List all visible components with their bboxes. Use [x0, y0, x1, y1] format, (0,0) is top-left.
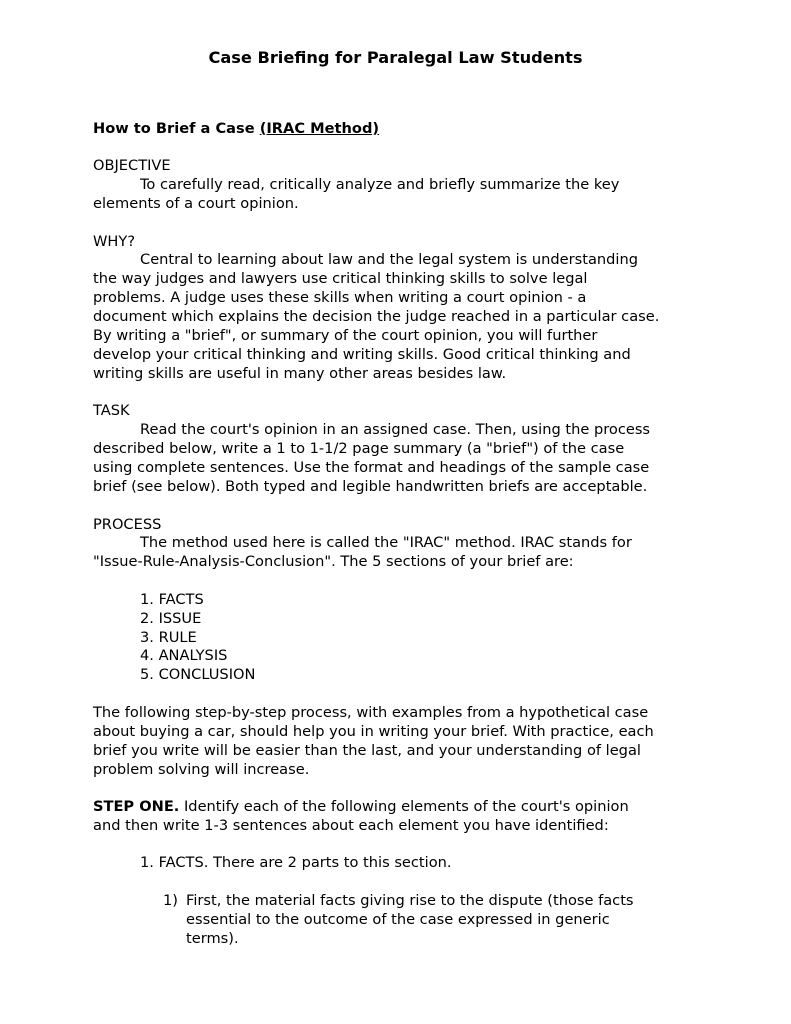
brief-section-item: 4. ANALYSIS [140, 647, 228, 664]
following-line: about buying a car, should help you in writing your brief. With practice, each [93, 723, 654, 740]
following-line: brief you write will be easier than the last, and your understanding of legal [93, 742, 641, 759]
why-line: Central to learning about law and the legal system is understanding [140, 251, 638, 268]
why-heading: WHY? [93, 233, 136, 250]
brief-section-item: 5. CONCLUSION [140, 666, 256, 683]
step-one-text: Identify each of the following elements of the court's opinion [179, 798, 629, 815]
step-one-line [93, 797, 629, 816]
why-line: writing skills are useful in many other areas besides law. [93, 365, 507, 382]
task-line: described below, write a 1 to 1-1/2 page summary (a "brief") of the case [93, 440, 625, 457]
why-line: the way judges and lawyers use critical thinking skills to solve legal [93, 270, 588, 287]
objective-line: To carefully read, critically analyze and briefly summarize the key [140, 176, 620, 193]
sub-item-line: First, the material facts giving rise to the dispute (those facts [186, 892, 634, 909]
sub-item-line: essential to the outcome of the case expressed in generic [186, 911, 610, 928]
brief-section-item: 2. ISSUE [140, 610, 202, 627]
process-heading: PROCESS [93, 516, 162, 533]
sub-item-line: terms). [186, 930, 239, 947]
brief-section-item: 1. FACTS [140, 591, 204, 608]
process-line: The method used here is called the "IRAC" method. IRAC stands for [140, 534, 632, 551]
task-line: Read the court's opinion in an assigned case. Then, using the process [140, 421, 651, 438]
how-to-heading [93, 119, 379, 138]
why-line: problems. A judge uses these skills when writing a court opinion - a [93, 289, 587, 306]
irac-method-label: (IRAC Method) [259, 120, 380, 137]
how-to-prefix: How to Brief a Case [93, 120, 260, 137]
step-one-line: and then write 1-3 sentences about each element you have identified: [93, 817, 609, 834]
task-line: using complete sentences. Use the format and headings of the sample case [93, 459, 650, 476]
following-line: problem solving will increase. [93, 761, 310, 778]
task-line: brief (see below). Both typed and legible handwritten briefs are acceptable. [93, 478, 648, 495]
objective-line: elements of a court opinion. [93, 195, 299, 212]
following-line: The following step-by-step process, with examples from a hypothetical case [93, 704, 649, 721]
document-title: Case Briefing for Paralegal Law Students [208, 48, 583, 67]
task-heading: TASK [93, 402, 130, 419]
sub-item-marker: 1) [163, 892, 178, 909]
step-one-label: STEP ONE. [93, 798, 180, 815]
why-line: document which explains the decision the judge reached in a particular case. [93, 308, 660, 325]
why-line: develop your critical thinking and writing skills. Good critical thinking and [93, 346, 631, 363]
facts-item: 1. FACTS. There are 2 parts to this section. [140, 854, 452, 871]
why-line: By writing a "brief", or summary of the court opinion, you will further [93, 327, 598, 344]
objective-heading: OBJECTIVE [93, 157, 171, 174]
brief-section-item: 3. RULE [140, 629, 197, 646]
process-line: "Issue-Rule-Analysis-Conclusion". The 5 sections of your brief are: [93, 553, 574, 570]
